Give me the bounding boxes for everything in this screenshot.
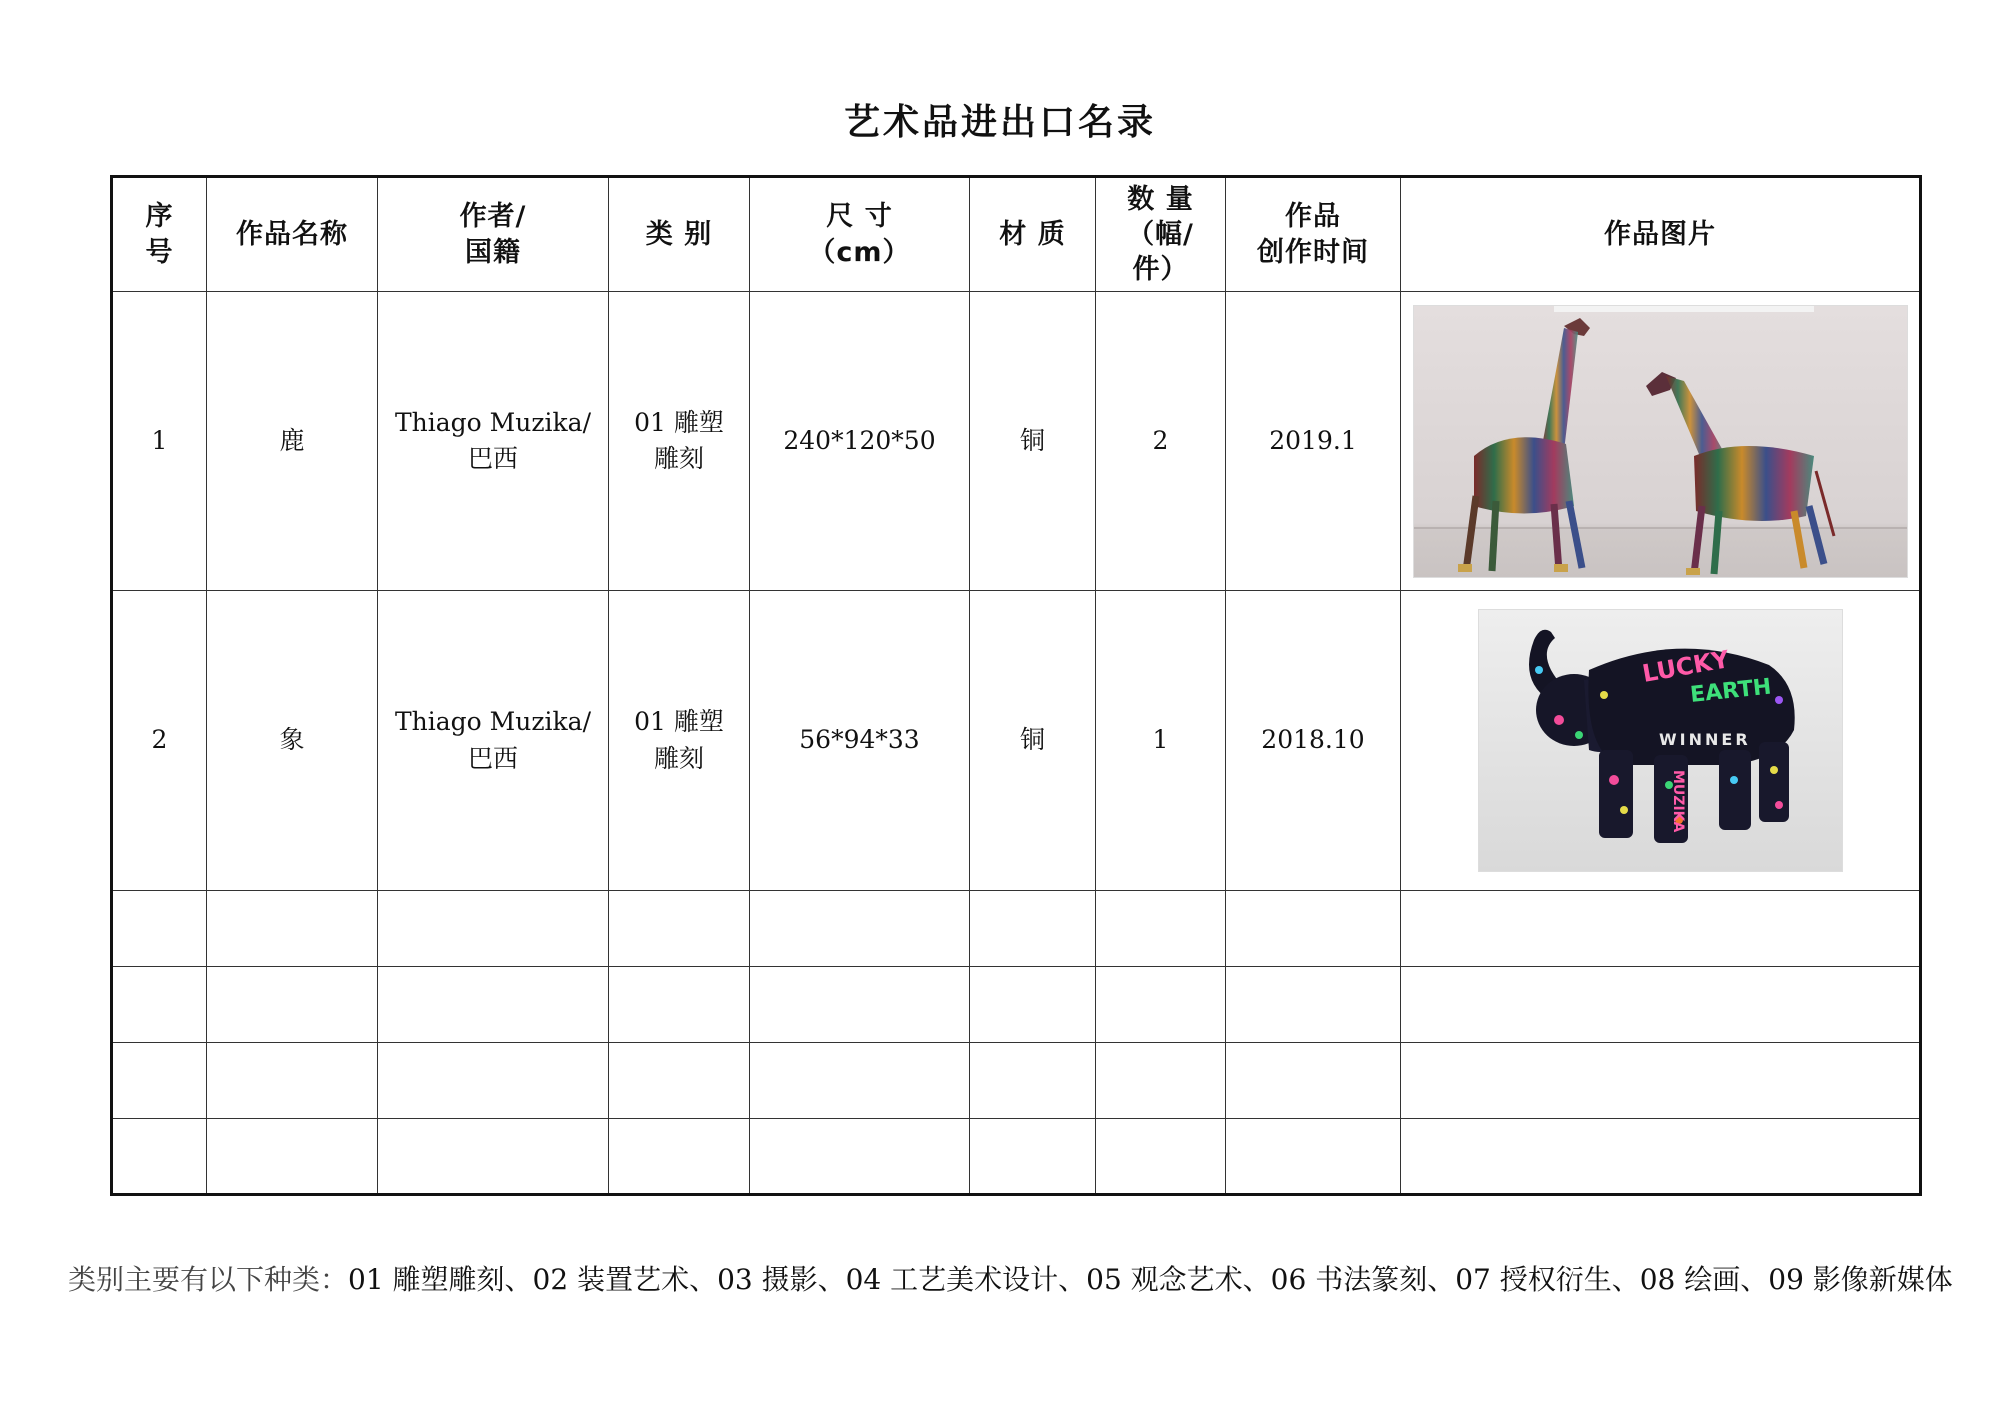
artwork-table [110, 175, 1922, 1196]
created-cell: 2018.10 [1226, 591, 1401, 890]
header-size: 尺 寸 （cm） [750, 177, 970, 292]
graffiti-winner: WINNER [1658, 730, 1751, 750]
graffiti-lucky: LUCKY [1639, 645, 1731, 688]
giraffe-sculptures-photo [1413, 305, 1908, 578]
author-cell: Thiago Muzika/ 巴西 [378, 292, 609, 591]
footnote-label: 类别主要有以下种类： [68, 1263, 349, 1296]
image-cell [1401, 292, 1921, 591]
name-cell: 鹿 [207, 292, 378, 591]
name-cell: 象 [207, 591, 378, 890]
material-cell: 铜 [970, 292, 1096, 591]
quantity-cell: 1 [1096, 591, 1226, 890]
document-title: 艺术品进出口名录 [843, 102, 1156, 143]
size-cell: 56*94*33 [750, 591, 970, 890]
size-cell: 240*120*50 [750, 292, 970, 591]
header-seq: 序 号 [112, 177, 207, 292]
header-name: 作品名称 [207, 177, 378, 292]
header-row [112, 177, 1921, 292]
footnote-text: 01 雕塑雕刻、02 装置艺术、03 摄影、04 工艺美术设计、05 观念艺术、06 书法篆刻、07 授权衍生、08 绘画、09 影像新媒体 [348, 1263, 1953, 1296]
empty-row [112, 890, 1921, 966]
table-row [112, 591, 1921, 890]
quantity-cell: 2 [1096, 292, 1226, 591]
header-quantity: 数 量 （幅/ 件） [1096, 177, 1226, 292]
seq-cell: 2 [112, 591, 207, 890]
graffiti-earth: EARTH [1688, 674, 1773, 708]
empty-row [112, 966, 1921, 1042]
empty-row [112, 1042, 1921, 1118]
category-cell: 01 雕塑 雕刻 [609, 591, 750, 890]
header-image: 作品图片 [1401, 177, 1921, 292]
graffiti-muzika: MUZIKA [1669, 770, 1686, 833]
header-author: 作者/ 国籍 [378, 177, 609, 292]
header-category: 类 别 [609, 177, 750, 292]
category-cell: 01 雕塑 雕刻 [609, 292, 750, 591]
header-created: 作品 创作时间 [1226, 177, 1401, 292]
category-footnote [68, 1258, 1953, 1298]
empty-row [112, 1118, 1921, 1194]
elephant-sculpture-photo [1478, 609, 1843, 872]
created-cell: 2019.1 [1226, 292, 1401, 591]
image-cell [1401, 591, 1921, 890]
author-cell: Thiago Muzika/ 巴西 [378, 591, 609, 890]
material-cell: 铜 [970, 591, 1096, 890]
table-row [112, 292, 1921, 591]
seq-cell: 1 [112, 292, 207, 591]
header-material: 材 质 [970, 177, 1096, 292]
